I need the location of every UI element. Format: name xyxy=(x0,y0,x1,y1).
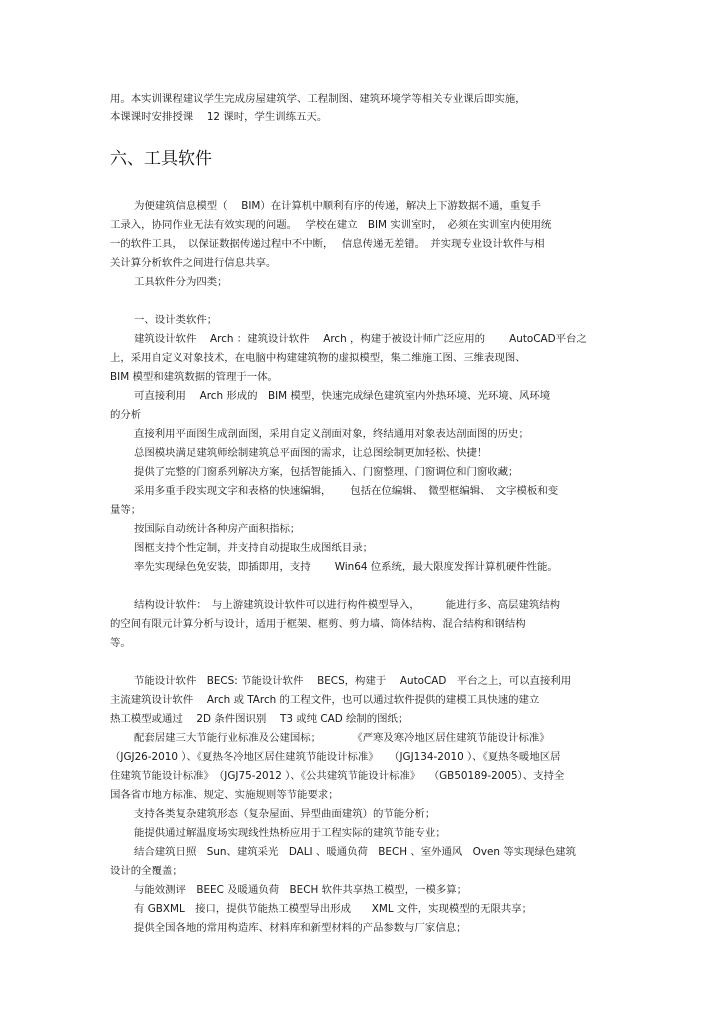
paragraph-line: BIM 模型和建筑数据的管理于一体。 xyxy=(110,371,278,383)
paragraph-line: 节能设计软件 BECS: 节能设计软件 BECS，构建于 AutoCAD 平台之上，可以直接利用 xyxy=(134,675,572,687)
paragraph-line: 建筑设计软件 Arch ：建筑设计软件 Arch ，构建于被设计师广泛应用的 AutoCAD平台之 xyxy=(134,333,587,345)
paragraph-line: 支持各类复杂建筑形态（复杂屋面、异型曲面建筑）的节能分析； xyxy=(134,808,436,820)
paragraph-line: 住建筑节能设计标准》 （JGJ75-2012 ）、《公共建筑节能设计标准》 （GB50189-2005）、支持全 xyxy=(110,770,565,782)
subsection-title: 一、设计类软件； xyxy=(134,314,218,326)
paragraph-line: 主流建筑设计软件 Arch 或 TArch 的工程文件，也可以通过软件提供的建模工具快速的建立 xyxy=(110,694,540,706)
paragraph-line: 热工模型或通过 2D 条件图识别 T3 或纯 CAD 绘制的图纸； xyxy=(110,713,409,725)
paragraph-line: 能提供通过解温度场实现线性热桥应用于工程实际的建筑节能专业； xyxy=(134,827,446,839)
paragraph-line: 为便建筑信息模型（ BIM）在计算机中顺利有序的传递，解决上下游数据不通，重复手 xyxy=(134,200,541,212)
feature-line: 提供了完整的门窗系列解决方案，包括智能插入、门窗整理、门窗调位和门窗收藏； xyxy=(134,466,519,478)
paragraph-line: 工录入，协同作业无法有效实现的问题。 学校在建立 BIM 实训室时， 必须在实训室内使用统 xyxy=(110,219,552,231)
paragraph-line: 配套居建三大节能行业标准及公建国标； 《严寒及寒冷地区居住建筑节能设计标准》 xyxy=(134,732,550,744)
paragraph-line: 等。 xyxy=(110,637,131,649)
paragraph-line: 提供全国各地的常用构造库、材料库和新型材料的产品参数与厂家信息； xyxy=(134,922,467,934)
feature-line: 率先实现绿色免安装，即插即用，支持 Win64 位系统，最大限度发挥计算机硬件性能。 xyxy=(134,561,558,573)
feature-line: 量等； xyxy=(110,504,142,516)
feature-line: 按国际自动统计各种房产面积指标； xyxy=(134,523,301,535)
feature-line: 图框支持个性定制，并支持自动提取生成图纸目录； xyxy=(134,542,373,554)
paragraph-line: 工具软件分为四类； xyxy=(134,276,228,288)
feature-line: 总图模块满足建筑师绘制建筑总平面图的需求，让总图绘制更加轻松、快捷！ xyxy=(134,447,488,459)
paragraph-line: 国各省市地方标准、规定、实施规则等节能要求； xyxy=(110,789,339,801)
intro-line: 本课课时安排授课 12 课时，学生训练五天。 xyxy=(110,111,328,123)
paragraph-line: 的分析 xyxy=(110,409,142,421)
paragraph-line: 结合建筑日照 Sun、建筑采光 DALI 、暖通负荷 BECH 、室外通风 Oven 等实现绿色建筑 xyxy=(134,846,577,858)
paragraph-line: （JGJ26-2010 ）、《夏热冬冷地区居住建筑节能设计标准》 （JGJ134-2010 ）、《夏热冬暖地区居 xyxy=(110,751,561,763)
feature-line: 直接利用平面图生成剖面图，采用自定义剖面对象，终结通用对象表达剖面图的历史； xyxy=(134,428,529,440)
feature-line: 采用多重手段实现文字和表格的快速编辑， 包括在位编辑、 微型框编辑、 文字模板和变 xyxy=(134,485,559,497)
intro-line: 用。本实训课程建议学生完成房屋建筑学、工程制图、建筑环境学等相关专业课后即实施， xyxy=(110,93,526,105)
paragraph-line: 结构设计软件： 与上游建筑设计软件可以进行构件模型导入， 能进行多、高层建筑结构 xyxy=(134,599,561,611)
paragraph-line: 可直接利用 Arch 形成的 BIM 模型，快速完成绿色建筑室内外热环境、光环境、风环境 xyxy=(134,390,551,402)
paragraph-line: 的空间有限元计算分析与设计，适用于框架、框剪、剪力墙、筒体结构、混合结构和钢结构 xyxy=(110,618,526,630)
section-heading: 六、工具软件 xyxy=(110,149,212,169)
paragraph-line: 设计的全覆盖； xyxy=(110,865,183,877)
paragraph-line: 有 GBXML 接口，提供节能热工模型导出形成 XML 文件，实现模型的无限共享； xyxy=(134,903,533,915)
paragraph-line: 上，采用自定义对象技术，在电脑中构建建筑物的虚拟模型，集二维施工图、三维表现图、 xyxy=(110,352,526,364)
paragraph-line: 一的软件工具， 以保证数据传递过程中不中断， 信息传递无差错。 并实现专业设计软件与相 xyxy=(110,238,545,250)
paragraph-line: 关计算分析软件之间进行信息共享。 xyxy=(110,257,277,269)
paragraph-line: 与能效测评 BEEC 及暖通负荷 BECH 软件共享热工模型，一模多算； xyxy=(134,884,468,896)
